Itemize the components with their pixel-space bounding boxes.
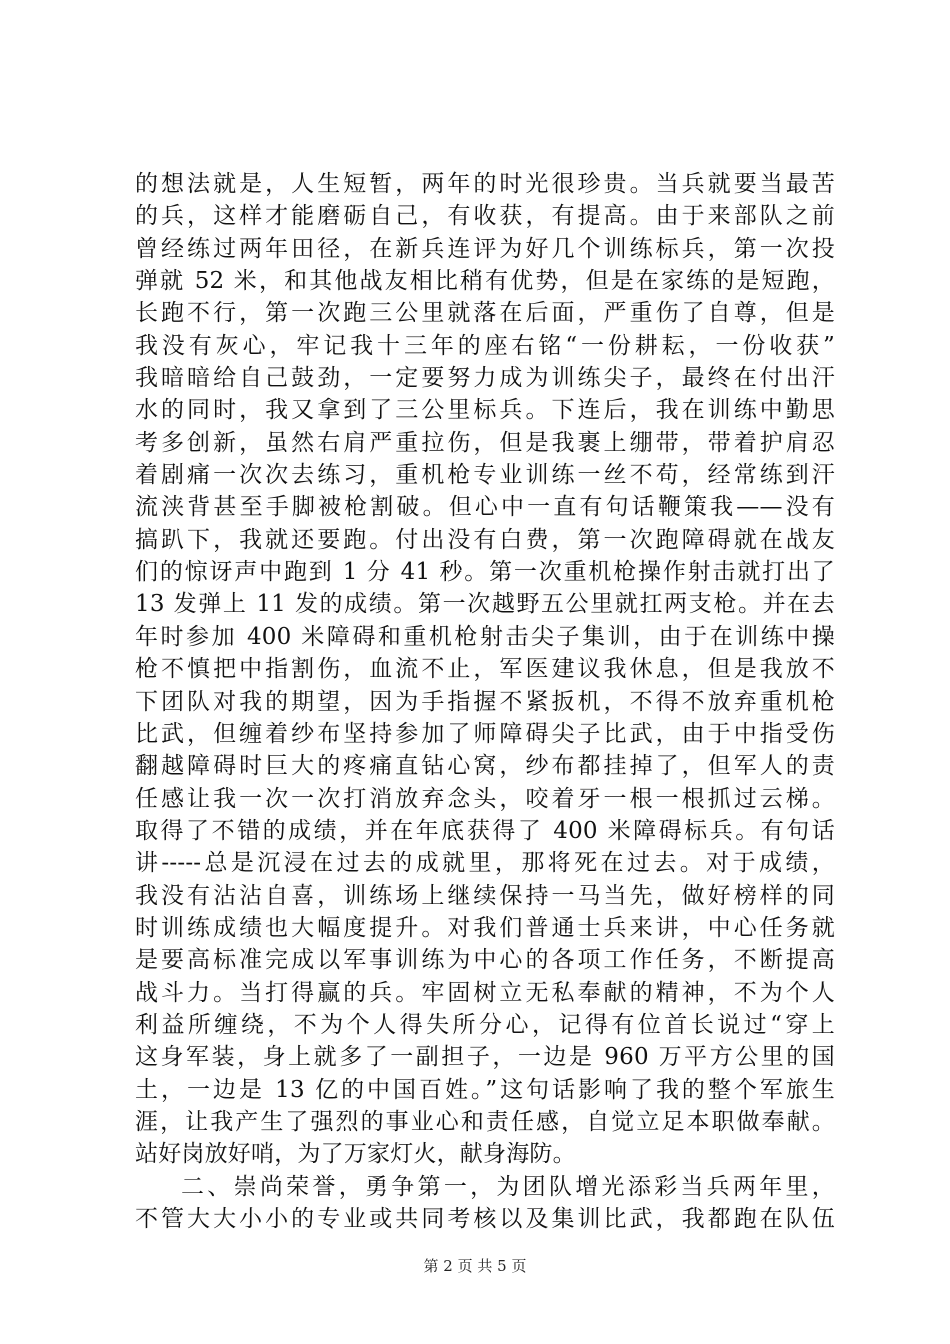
text-line: 任感让我一次一次打消放弃念头，咬着牙一根一根抓过云梯。 — [135, 785, 835, 812]
text-line: 枪不慎把中指割伤，血流不止，军医建议我休息，但是我放不 — [135, 656, 835, 683]
text-line: 战斗力。当打得赢的兵。牢固树立无私奉献的精神，不为个人 — [135, 979, 835, 1006]
text-line: 水的同时，我又拿到了三公里标兵。下连后，我在训练中勤思 — [135, 397, 835, 424]
text-line: 不管大大小小的专业或共同考核以及集训比武，我都跑在队伍 — [135, 1206, 835, 1232]
text-line: 取得了不错的成绩，并在年底获得了 400 米障碍标兵。有句话 — [135, 817, 835, 844]
text-line: 翻越障碍时巨大的疼痛直钻心窝，纱布都挂掉了，但军人的责 — [135, 753, 835, 780]
text-line: 利益所缠绕，不为个人得失所分心，记得有位首长说过“穿上 — [135, 1011, 835, 1038]
text-line: 土，一边是 13 亿的中国百姓。”这句话影响了我的整个军旅生 — [135, 1076, 835, 1103]
text-line: 们的惊讶声中跑到 1 分 41 秒。第一次重机枪操作射击就打出了 — [135, 559, 835, 586]
section-heading-line: 二、崇尚荣誉，勇争第一，为团队增光添彩当兵两年里， — [181, 1173, 835, 1200]
text-line: 我暗暗给自己鼓劲，一定要努力成为训练尖子，最终在付出汗 — [135, 365, 835, 392]
text-line: 曾经练过两年田径，在新兵连评为好几个训练标兵，第一次投 — [135, 235, 835, 262]
text-line: 比武，但缠着纱布坚持参加了师障碍尖子比武，由于中指受伤 — [135, 720, 835, 747]
text-line: 的想法就是，人生短暂，两年的时光很珍贵。当兵就要当最苦 — [135, 171, 835, 197]
text-line: 长跑不行，第一次跑三公里就落在后面，严重伤了自尊，但是 — [135, 300, 835, 327]
page-number-footer: 第 2 页 共 5 页 — [423, 1257, 527, 1275]
text-line: 考多创新，虽然右肩严重拉伤，但是我裹上绷带，带着护肩忍 — [135, 429, 835, 456]
text-line: 下团队对我的期望，因为手指握不紧扳机，不得不放弃重机枪 — [135, 688, 835, 715]
text-line: 我没有灰心，牢记我十三年的座右铭“一份耕耘，一份收获” — [135, 332, 835, 359]
text-line: 讲-----总是沉浸在过去的成就里，那将死在过去。对于成绩， — [135, 850, 835, 877]
text-line: 是要高标准完成以军事训练为中心的各项工作任务，不断提高 — [135, 947, 835, 974]
text-line: 13 发弹上 11 发的成绩。第一次越野五公里就扛两支枪。并在去 — [135, 591, 835, 618]
text-line: 流浃背甚至手脚被枪割破。但心中一直有句话鞭策我——没有 — [135, 494, 835, 521]
text-line: 搞趴下，我就还要跑。付出没有白费，第一次跑障碍就在战友 — [135, 526, 835, 553]
text-line: 的兵，这样才能磨砺自己，有收获，有提高。由于来部队之前 — [135, 203, 835, 230]
text-line: 涯，让我产生了强烈的事业心和责任感，自觉立足本职做奉献。 — [135, 1108, 835, 1135]
text-line: 这身军装，身上就多了一副担子，一边是 960 万平方公里的国 — [135, 1044, 835, 1071]
text-line: 我没有沾沾自喜，训练场上继续保持一马当先，做好榜样的同 — [135, 882, 835, 909]
body-text — [135, 168, 835, 1235]
text-line: 年时参加 400 米障碍和重机枪射击尖子集训，由于在训练中操 — [135, 623, 835, 650]
text-line: 站好岗放好哨，为了万家灯火，献身海防。 — [135, 1141, 576, 1168]
text-line: 着剧痛一次次去练习，重机枪专业训练一丝不苟，经常练到汗 — [135, 462, 835, 489]
text-line: 弹就 52 米，和其他战友相比稍有优势，但是在家练的是短跑， — [135, 268, 835, 295]
text-line: 时训练成绩也大幅度提升。对我们普通士兵来讲，中心任务就 — [135, 914, 835, 941]
